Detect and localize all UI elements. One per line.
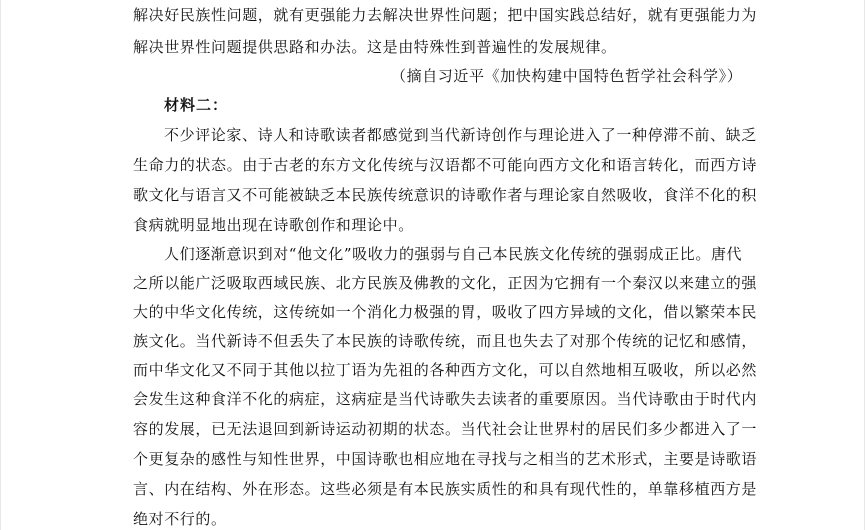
text-line: 言、内在结构、外在形态。这些必须是有本民族实质性的和具有现代性的，单靠移植西方是: [133, 480, 758, 498]
text-line: 绝对不行的。: [133, 510, 227, 528]
text-line: 解决好民族性问题，就有更强能力去解决世界性问题；把中国实践总结好，就有更强能力为: [133, 6, 758, 24]
text-line: 会发生这种食洋不化的病症，这病症是当代诗歌失去读者的重要原因。当代诗歌由于时代内: [133, 390, 758, 408]
text-line: 大的中华文化传统，这传统如一个消化力极强的胃，吸收了四方异域的文化，借以繁荣本民: [133, 303, 758, 321]
text-line: 而中华文化又不同于其他以拉丁语为先祖的各种西方文化，可以自然地相互吸收，所以必然: [133, 361, 758, 379]
text-line: 之所以能广泛吸取西域民族、北方民族及佛教的文化，正因为它拥有一个秦汉以来建立的强: [133, 274, 758, 292]
text-line: 不少评论家、诗人和诗歌读者都感觉到当代新诗创作与理论进入了一种停滞不前、缺乏: [164, 126, 757, 144]
text-line: 个更复杂的感性与知性世界，中国诗歌也相应地在寻找与之相当的艺术形式，主要是诗歌语: [133, 450, 758, 468]
text-line: 人们逐渐意识到对“他文化”吸收力的强弱与自己本民族文化传统的强弱成正比。唐代: [164, 245, 743, 263]
text-line: 生命力的状态。由于古老的东方文化传统与汉语都不可能向西方文化和语言转化，而西方诗: [133, 156, 758, 174]
text-line: 解决世界性问题提供思路和办法。这是由特殊性到普遍性的发展规律。: [133, 38, 617, 56]
source-attribution: （摘自习近平《加快构建中国特色哲学社会科学》）: [391, 67, 743, 85]
text-line: 歌文化与语言又不可能被缺乏本民族传统意识的诗歌作者与理论家自然吸收，食洋不化的积: [133, 186, 758, 204]
text-line: 族文化。当代新诗不但丢失了本民族的诗歌传统，而且也失去了对那个传统的记忆和感情，: [133, 332, 758, 350]
text-line: 容的发展，已无法退回到新诗运动初期的状态。当代社会让世界村的居民们多少都进入了一: [133, 420, 758, 438]
text-line: 食病就明显地出现在诗歌创作和理论中。: [133, 216, 414, 234]
section-heading: 材料二：: [164, 96, 229, 114]
